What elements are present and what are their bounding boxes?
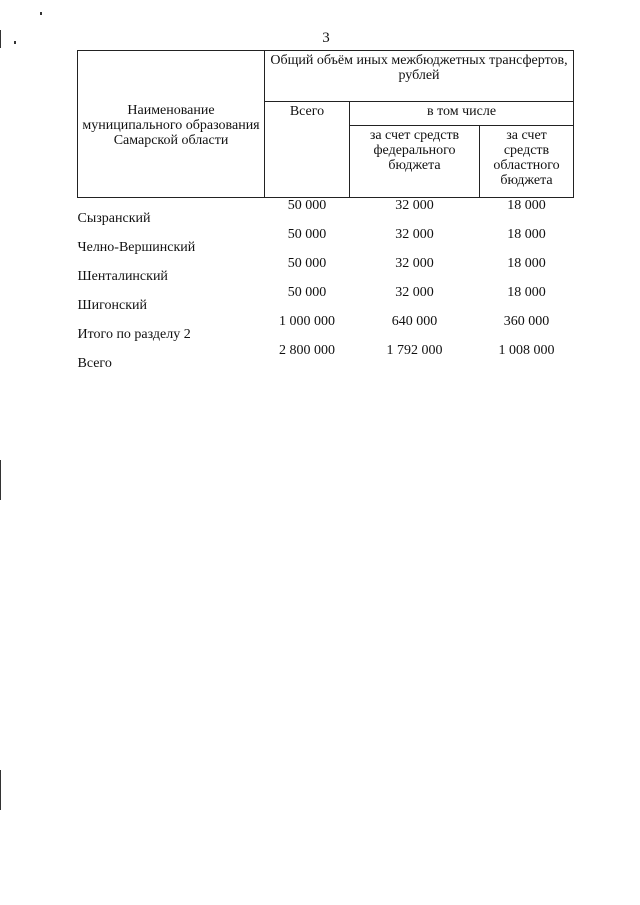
header-including: в том числе	[350, 102, 574, 126]
row-regional: 360 000	[503, 314, 550, 329]
scan-mark	[0, 770, 1, 810]
table-row	[78, 256, 574, 285]
row-federal: 32 000	[395, 227, 434, 242]
header-municipality: Наименование муниципального образования Самарской области	[78, 51, 265, 198]
row-federal: 32 000	[395, 198, 434, 213]
row-name: Челно-Вершинский	[77, 240, 196, 255]
table-row	[78, 343, 574, 372]
row-name: Шигонский	[77, 298, 148, 313]
row-total: 50 000	[287, 198, 327, 213]
header-transfers-group: Общий объём иных межбюджетных трансфертов, рублей	[265, 51, 574, 102]
scan-mark	[0, 30, 1, 48]
row-total: 50 000	[287, 256, 327, 271]
row-regional: 18 000	[507, 256, 546, 271]
row-federal: 32 000	[395, 285, 434, 300]
row-total: 2 800 000	[279, 343, 335, 358]
row-total: 50 000	[287, 227, 327, 242]
table-row	[78, 227, 574, 256]
scan-mark	[40, 12, 42, 15]
header-regional: за счет средств областного бюджета	[480, 126, 574, 198]
table-row	[78, 314, 574, 343]
budget-table	[77, 50, 574, 372]
header-total: Всего	[265, 102, 350, 198]
row-regional: 18 000	[507, 285, 546, 300]
row-regional: 18 000	[507, 227, 546, 242]
row-federal: 640 000	[391, 314, 438, 329]
scan-mark	[0, 460, 1, 500]
row-total: 50 000	[287, 285, 327, 300]
row-name: Всего	[77, 356, 112, 371]
row-federal: 32 000	[395, 256, 434, 271]
row-regional: 1 008 000	[498, 343, 555, 358]
row-regional: 18 000	[507, 198, 546, 213]
row-name: Итого по разделу 2	[77, 327, 191, 342]
table-row	[78, 285, 574, 314]
scan-mark	[14, 41, 16, 44]
row-federal: 1 792 000	[386, 343, 443, 358]
row-total: 1 000 000	[279, 314, 335, 329]
table-row	[78, 198, 574, 228]
row-name: Шенталинский	[77, 269, 168, 284]
row-name: Сызранский	[77, 211, 151, 226]
page-number: 3	[322, 30, 330, 46]
header-federal: за счет средств федерального бюджета	[350, 126, 480, 198]
